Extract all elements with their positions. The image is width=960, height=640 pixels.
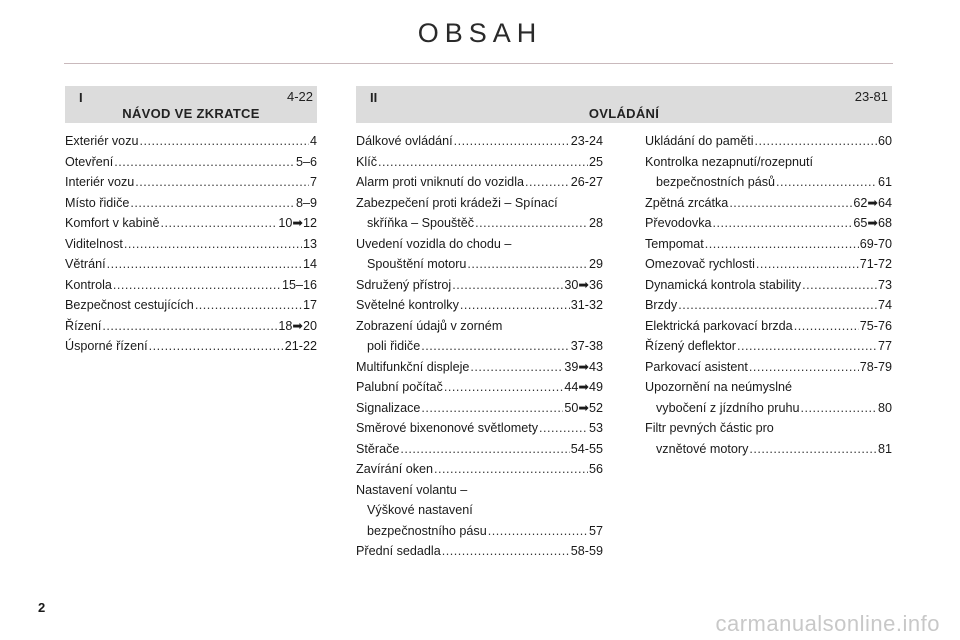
dot-leader	[421, 398, 563, 419]
toc-entry[interactable]	[356, 439, 603, 460]
toc-entry-title: Palubní počítač	[356, 380, 443, 394]
toc-entry-title: Převodovka	[645, 216, 712, 230]
dot-leader	[442, 541, 570, 562]
toc-entry-title: Signalizace	[356, 400, 421, 415]
toc-entry-title: Elektrická parkovací brzda	[645, 318, 793, 333]
dot-leader	[756, 254, 859, 275]
toc-entry[interactable]	[645, 193, 892, 214]
toc-entry-page: 65➡68	[853, 216, 892, 230]
dot-leader	[378, 152, 588, 173]
toc-entry-page: 17	[302, 298, 317, 312]
section-name: NÁVOD VE ZKRATCE	[122, 106, 260, 121]
dot-leader	[749, 357, 859, 378]
toc-entry-title: Komfort v kabině	[65, 216, 160, 230]
toc-entry-page: 62➡64	[853, 195, 892, 210]
toc-entry[interactable]	[645, 152, 892, 193]
toc-entry[interactable]	[65, 131, 317, 152]
toc-entry[interactable]	[356, 295, 603, 316]
toc-entry[interactable]	[645, 316, 892, 337]
dot-leader	[470, 357, 563, 378]
dot-leader	[149, 336, 284, 357]
toc-entry-title: skříňka – Spouštěč	[367, 216, 475, 230]
section-name: OVLÁDÁNÍ	[588, 106, 660, 121]
dot-leader	[421, 336, 570, 357]
toc-entry-page: 28	[588, 216, 603, 230]
toc-entry-page: 71-72	[859, 257, 892, 271]
dot-leader	[539, 418, 588, 439]
toc-entry-page: 37-38	[570, 339, 603, 353]
section-page-range: 4-22	[286, 89, 313, 104]
toc-entry[interactable]	[645, 275, 892, 296]
dot-leader	[454, 131, 570, 152]
toc-entry-title: Klíč	[356, 154, 377, 169]
section-number: II	[370, 90, 378, 105]
toc-entry[interactable]	[356, 398, 603, 419]
toc-entry[interactable]	[65, 254, 317, 275]
toc-entry-page: 69-70	[859, 236, 892, 251]
toc-entry-page: 61	[877, 175, 892, 189]
toc-entry-title: Přední sedadla	[356, 544, 441, 558]
toc-entry[interactable]	[65, 193, 317, 214]
toc-entry[interactable]	[356, 541, 603, 562]
toc-entry-title: vznětové motory	[656, 441, 749, 456]
dot-leader	[161, 213, 278, 234]
toc-entry-title: Směrové bixenonové světlomety	[356, 421, 539, 435]
toc-entry[interactable]	[356, 152, 603, 173]
toc-entry[interactable]	[356, 357, 603, 378]
dot-leader	[749, 439, 877, 460]
dot-leader	[776, 172, 877, 193]
toc-entry-title: Filtr pevných částic pro	[645, 421, 774, 435]
toc-entry-title: Kontrolka nezapnutí/rozepnutí	[645, 154, 814, 169]
toc-column-section1	[65, 131, 317, 357]
dot-leader	[525, 172, 570, 193]
toc-entry-page: 77	[877, 339, 892, 353]
dot-leader	[755, 131, 877, 152]
toc-entry-title: Upozornění na neúmyslné	[645, 380, 793, 394]
toc-entry-title: bezpečnostního pásu	[367, 523, 487, 538]
toc-entry-title: Otevření	[65, 154, 114, 169]
toc-entry-title: Parkovací asistent	[645, 359, 748, 374]
toc-entry[interactable]	[356, 316, 603, 357]
toc-entry[interactable]	[356, 480, 603, 542]
toc-entry-title: Alarm proti vniknutí do vozidla	[356, 175, 524, 189]
toc-entry-page: 15–16	[281, 277, 317, 292]
toc-entry[interactable]	[65, 295, 317, 316]
toc-entry[interactable]	[65, 336, 317, 357]
toc-entry-title: Větrání	[65, 257, 106, 271]
toc-entry[interactable]	[645, 295, 892, 316]
dot-leader	[729, 193, 852, 214]
toc-entry-title: vybočení z jízdního pruhu	[656, 400, 800, 415]
section-header-2	[356, 86, 892, 123]
toc-column-section2-left	[356, 131, 603, 562]
toc-entry[interactable]	[645, 357, 892, 378]
toc-entry[interactable]	[65, 275, 317, 296]
section-page-range: 23-81	[854, 89, 888, 104]
toc-entry[interactable]	[356, 193, 603, 234]
dot-leader	[467, 254, 588, 275]
toc-entry-page: 54-55	[570, 441, 603, 456]
toc-entry[interactable]	[356, 377, 603, 398]
dot-leader	[713, 213, 853, 234]
toc-entry-title: Exteriér vozu	[65, 134, 139, 148]
toc-entry-page: 60	[877, 134, 892, 148]
toc-entry-page: 7	[309, 175, 317, 189]
toc-entry-title: Sdružený přístroj	[356, 277, 452, 292]
toc-entry-page: 26-27	[570, 175, 603, 189]
toc-entry-page: 13	[302, 236, 317, 251]
toc-entry-title: poli řidiče	[367, 339, 421, 353]
toc-entry-page: 75-76	[859, 318, 892, 333]
dot-leader	[444, 377, 564, 398]
toc-entry-page: 18➡20	[278, 318, 317, 333]
dot-leader	[400, 439, 569, 460]
toc-entry-page: 57	[588, 523, 603, 538]
toc-entry-page: 39➡43	[564, 359, 603, 374]
toc-entry-page: 44➡49	[564, 380, 603, 394]
section-number: I	[79, 90, 83, 105]
toc-entry[interactable]	[645, 377, 892, 418]
toc-entry-title: Omezovač rychlosti	[645, 257, 755, 271]
toc-entry[interactable]	[65, 213, 317, 234]
toc-entry-title: Řízený deflektor	[645, 339, 736, 353]
toc-entry-page: 30➡36	[564, 277, 603, 292]
dot-leader	[801, 398, 877, 419]
toc-entry-title: Zavírání oken	[356, 462, 434, 476]
toc-entry-title: Řízení	[65, 318, 102, 333]
toc-entry-title: Stěrače	[356, 441, 400, 456]
toc-entry[interactable]	[356, 172, 603, 193]
toc-entry-page: 25	[588, 154, 603, 169]
toc-entry-page: 4	[309, 134, 317, 148]
dot-leader	[678, 295, 877, 316]
toc-entry-page: 74	[877, 298, 892, 312]
toc-entry-page: 21-22	[284, 339, 317, 353]
toc-column-section2-right	[645, 131, 892, 459]
dot-leader	[737, 336, 877, 357]
toc-entry-page: 53	[588, 421, 603, 435]
toc-entry-title: Zabezpečení proti krádeži – Spínací	[356, 195, 558, 210]
dot-leader	[140, 131, 309, 152]
toc-entry-title: Brzdy	[645, 298, 678, 312]
toc-entry-title: Kontrola	[65, 277, 112, 292]
toc-entry[interactable]	[65, 234, 317, 255]
toc-entry-page: 81	[877, 441, 892, 456]
watermark: carmanualsonline.info	[715, 611, 940, 636]
toc-entry-page: 10➡12	[278, 216, 317, 230]
toc-entry-title: Zobrazení údajů v zorném	[356, 318, 503, 333]
dot-leader	[135, 172, 309, 193]
toc-entry-title: Multifunkční displeje	[356, 359, 470, 374]
dot-leader	[102, 316, 277, 337]
toc-entry[interactable]	[356, 275, 603, 296]
page-title: OBSAH	[417, 18, 543, 48]
toc-entry[interactable]	[65, 316, 317, 337]
toc-entry[interactable]	[65, 152, 317, 173]
page-number: 2	[38, 600, 46, 615]
toc-entry-title: Viditelnost	[65, 236, 123, 251]
toc-entry-title: Dynamická kontrola stability	[645, 277, 802, 292]
dot-leader	[434, 459, 588, 480]
toc-entry[interactable]	[645, 213, 892, 234]
toc-entry[interactable]	[645, 254, 892, 275]
toc-entry-title: Nastavení volantu –	[356, 482, 468, 497]
toc-entry-page: 5–6	[295, 154, 317, 169]
toc-entry[interactable]	[65, 172, 317, 193]
toc-entry-page: 78-79	[859, 359, 892, 374]
dot-leader	[460, 295, 570, 316]
section-header-1	[65, 86, 317, 123]
toc-entry-page: 31-32	[570, 298, 603, 312]
dot-leader	[124, 234, 302, 255]
title-divider	[64, 63, 893, 64]
toc-entry-title: Dálkové ovládání	[356, 134, 453, 148]
toc-entry-page: 14	[302, 257, 317, 271]
dot-leader	[107, 254, 302, 275]
dot-leader	[794, 316, 859, 337]
toc-entry[interactable]	[356, 131, 603, 152]
toc-entry-title: Tempomat	[645, 236, 704, 251]
toc-entry-title: Spouštění motoru	[367, 257, 467, 271]
toc-entry-title: bezpečnostních pásů	[656, 175, 776, 189]
dot-leader	[113, 275, 281, 296]
toc-entry-page: 58-59	[570, 544, 603, 558]
dot-leader	[130, 193, 295, 214]
toc-entry-title: Bezpečnost cestujících	[65, 298, 194, 312]
toc-entry-title: Místo řidiče	[65, 195, 130, 210]
toc-entry-page: 23-24	[570, 134, 603, 148]
toc-entry-title: Interiér vozu	[65, 175, 135, 189]
toc-entry[interactable]	[356, 459, 603, 480]
dot-leader	[802, 275, 877, 296]
toc-entry-title: Ukládání do paměti	[645, 134, 754, 148]
toc-entry-page: 50➡52	[564, 400, 603, 415]
dot-leader	[452, 275, 563, 296]
toc-entry-page: 8–9	[295, 195, 317, 210]
toc-entry[interactable]	[645, 234, 892, 255]
toc-entry-page: 56	[588, 462, 603, 476]
toc-entry-title: Zpětná zrcátka	[645, 195, 729, 210]
toc-entry[interactable]	[356, 418, 603, 439]
dot-leader	[488, 521, 588, 542]
toc-entry-title: Uvedení vozidla do chodu –	[356, 236, 512, 251]
toc-entry-title: Světelné kontrolky	[356, 298, 459, 312]
toc-entry-page: 80	[877, 400, 892, 415]
toc-entry-page: 73	[877, 277, 892, 292]
toc-entry[interactable]	[645, 336, 892, 357]
toc-entry-title: Výškové nastavení	[367, 503, 473, 517]
dot-leader	[195, 295, 302, 316]
toc-entry[interactable]	[645, 131, 892, 152]
dot-leader	[114, 152, 295, 173]
toc-entry-page: 29	[588, 257, 603, 271]
toc-entry[interactable]	[645, 418, 892, 459]
dot-leader	[475, 213, 588, 234]
dot-leader	[705, 234, 859, 255]
toc-entry[interactable]	[356, 234, 603, 275]
toc-entry-title: Úsporné řízení	[65, 339, 148, 353]
